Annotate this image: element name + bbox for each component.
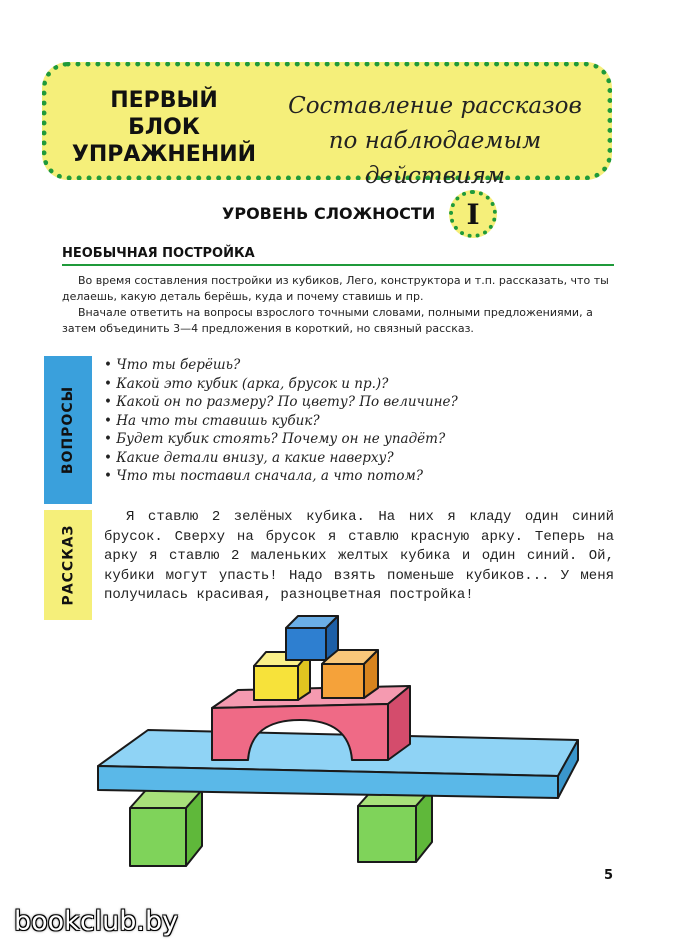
subtitle-line: Составление рассказов	[288, 93, 582, 119]
blocks-illustration	[88, 608, 588, 878]
story-tab-label: РАССКАЗ	[60, 524, 76, 606]
title-banner	[42, 62, 612, 189]
story-tab	[44, 510, 92, 620]
block-title-line: ПЕРВЫЙ	[110, 88, 218, 113]
block-title-line: БЛОК	[128, 115, 200, 140]
questions-tab	[44, 356, 92, 504]
subtitle-line: по наблюдаемым действиям	[328, 128, 542, 189]
block-title	[69, 87, 259, 168]
difficulty-label: УРОВЕНЬ СЛОЖНОСТИ	[222, 204, 436, 223]
footer	[0, 900, 700, 948]
question-item: • Какой он по размеру? По цвету? По величине?	[104, 393, 458, 412]
cube-blue-top	[286, 616, 338, 660]
questions-tab-label: ВОПРОСЫ	[60, 385, 77, 475]
block-title-line: УПРАЖНЕНИЙ	[71, 142, 257, 167]
cube-green-right	[358, 788, 432, 862]
question-item: • Какие детали внизу, а какие наверху?	[104, 449, 458, 468]
section-divider	[62, 264, 614, 266]
question-item: • Что ты берёшь?	[104, 356, 458, 375]
section-title: НЕОБЫЧНАЯ ПОСТРОЙКА	[62, 246, 255, 261]
question-item: • Какой это кубик (арка, брусок и пр.)?	[104, 375, 458, 394]
intro-text	[62, 273, 617, 337]
intro-paragraph: Вначале ответить на вопросы взрослого точными словами, полными предложениями, а затем объединить 3—4 предложения в короткий, но связный рассказ.	[62, 306, 593, 335]
difficulty-badge: I	[449, 190, 497, 238]
question-item: • На что ты ставишь кубик?	[104, 412, 458, 431]
cube-green-left	[130, 790, 202, 866]
question-item: • Будет кубик стоять? Почему он не упадёт?	[104, 430, 458, 449]
board-blue	[98, 730, 578, 798]
intro-paragraph: Во время составления постройки из кубиков, Лего, конструктора и т.п. рассказать, что ты делаешь, какую деталь берёшь, куда и почему ставишь и пр.	[62, 274, 609, 303]
brand-watermark: bookclub.by	[14, 906, 179, 937]
page-number: 5	[604, 868, 614, 883]
questions-list	[104, 356, 458, 486]
block-subtitle	[265, 89, 605, 194]
question-item: • Что ты поставил сначала, а что потом?	[104, 467, 458, 486]
story-text: Я ставлю 2 зелёных кубика. На них я кладу один синий брусок. Сверху на брусок я ставлю красную арку. Теперь на арку я ставлю 2 маленьких желтых кубика и один синий. Ой, кубики могут упасть! Надо взять поменьше кубиков... У меня получилась красивая, разноцветная постройка!	[104, 509, 614, 603]
